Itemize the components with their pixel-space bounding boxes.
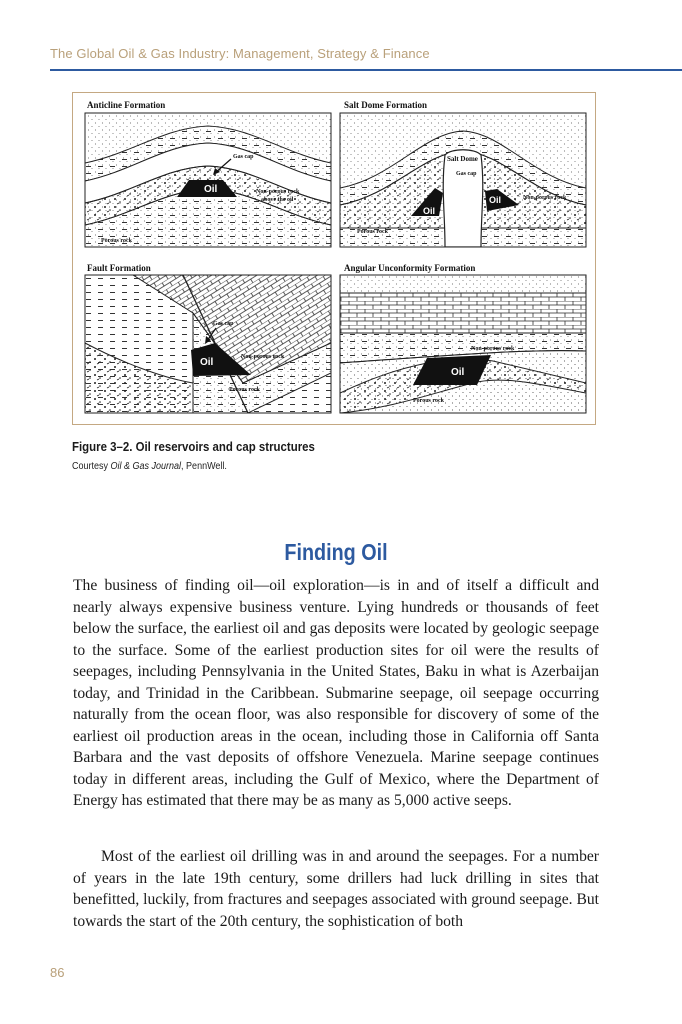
figure-oil-reservoirs — [72, 92, 596, 425]
salt-dome-title: Salt Dome Formation — [344, 100, 427, 110]
figure-credit — [72, 461, 227, 472]
credit-suffix: , PennWell. — [181, 461, 227, 472]
anticline-panel — [85, 100, 331, 247]
section-heading: Finding Oil — [284, 539, 388, 565]
angular-title: Angular Unconformity Formation — [344, 263, 476, 273]
anticline-non-porous-2: above the oil — [261, 197, 294, 203]
fault-title: Fault Formation — [87, 263, 151, 273]
anticline-oil-label: Oil — [204, 184, 218, 195]
angular-unconformity-panel — [340, 263, 586, 413]
salt-dome-label: Salt Dome — [447, 155, 478, 163]
angular-oil-label: Oil — [451, 367, 465, 378]
anticline-title: Anticline Formation — [87, 100, 166, 110]
salt-dome-porous: Porous rock — [357, 229, 388, 235]
page-number: 86 — [50, 965, 65, 980]
salt-dome-oil-right: Oil — [489, 195, 502, 205]
header-rule — [50, 69, 682, 71]
credit-prefix: Courtesy — [72, 461, 111, 472]
fault-gas-cap: Gas cap — [213, 321, 234, 327]
anticline-gas-cap: Gas cap — [233, 154, 254, 160]
fault-porous: Porous rock — [229, 387, 260, 393]
angular-porous: Porous rock — [413, 398, 444, 404]
credit-source: Oil & Gas Journal — [110, 461, 182, 472]
salt-dome-non-porous: Non-porous rock — [523, 195, 567, 201]
body-paragraph-2: Most of the earliest oil drilling was in and around the seepages. For a number of years in the late 19th century, some drillers had luck drilling in sites that benefitted, luckily, from fractures and seepages associated with ground seepage. But towards the start of the 20th century, the sophistication of both — [73, 848, 599, 930]
salt-dome-gas-cap: Gas cap — [456, 171, 477, 177]
fault-panel — [85, 263, 331, 413]
figure-caption: Figure 3–2. Oil reservoirs and cap structures — [72, 439, 315, 454]
fault-non-porous: Non-porous rock — [241, 354, 285, 360]
anticline-non-porous: Non-porous rock — [256, 189, 300, 195]
salt-dome-oil-left: Oil — [423, 206, 436, 216]
body-paragraph-1: The business of finding oil—oil exploration—is in and of itself a difficult and nearly always expensive business venture. Lying hundreds or thousands of feet below the surface, the earliest oil and gas deposits were located by geologic seepage to the surface. Some of the earliest production sites for oil were the results of seepages, including Pennsylvania in the United States, Baku in what is Azerbaijan today, and Trinidad in the Caribbean. Submarine seepage, oil seepage occurring naturally from the ocean floor, was also responsible for discovery of some of the earliest oil production areas in the ocean, including those in California off Santa Barbara and the vast deposits of offshore Venezuela. Marine seepage continues today in different areas, including the Gulf of Mexico, where the Department of Energy has estimated that there may be as many as 5,000 active seeps. — [73, 577, 599, 809]
running-head: The Global Oil & Gas Industry: Management, Strategy & Finance — [50, 46, 430, 61]
salt-dome-panel — [340, 100, 586, 247]
anticline-porous: Porous rock — [101, 238, 132, 244]
fault-oil-label: Oil — [200, 357, 214, 368]
angular-non-porous: Non-porous rock — [471, 346, 515, 352]
